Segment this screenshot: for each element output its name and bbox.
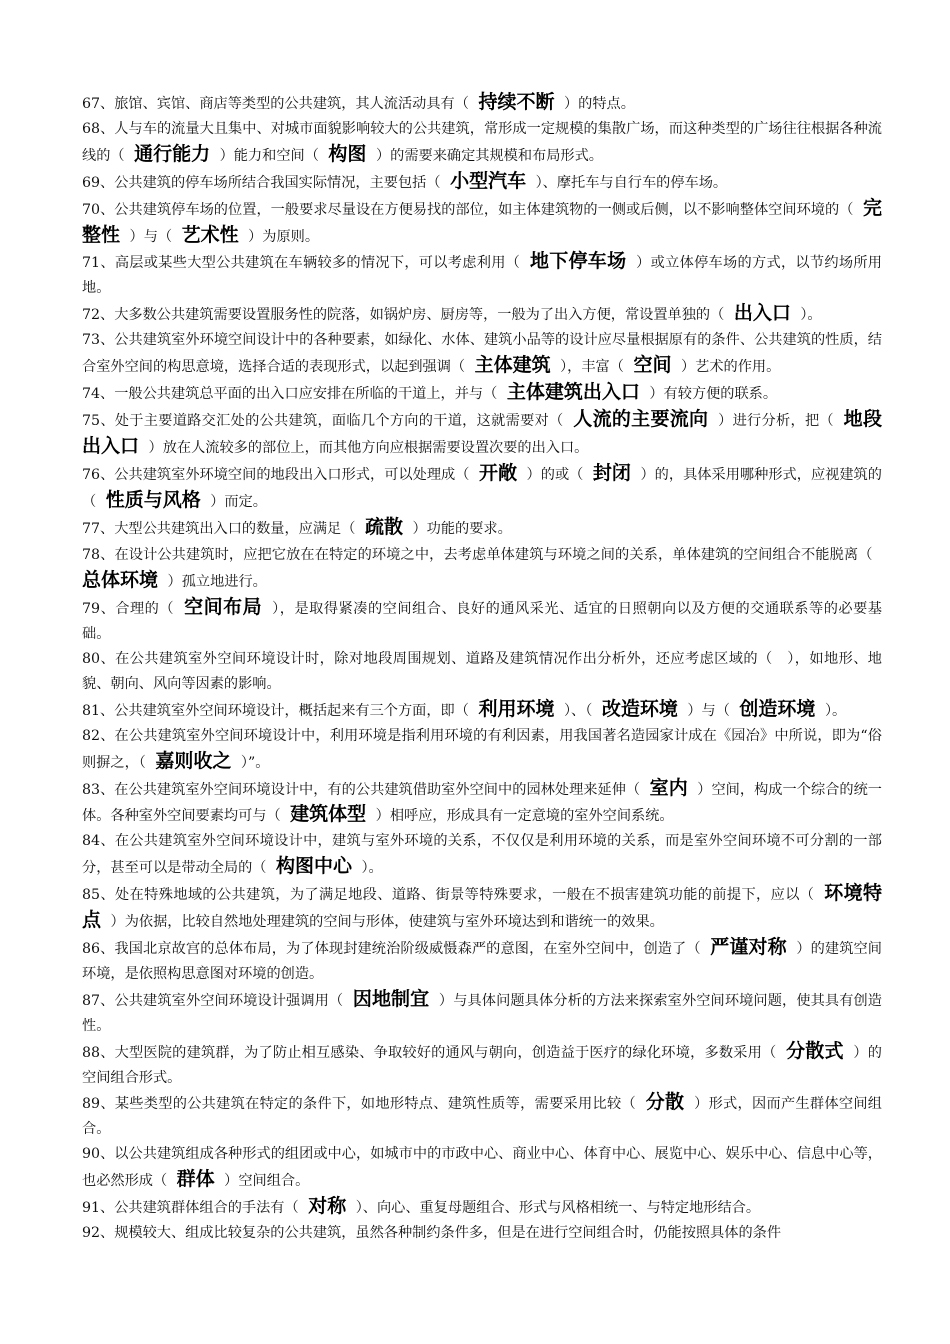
question-q73 <box>82 328 882 380</box>
answer-text: 开敞 <box>469 461 527 484</box>
question-text: ）”。 <box>240 754 270 771</box>
question-text: 83、在公共建筑室外空间环境设计中，有的公共建筑借助室外空间中的园林处理来延伸（ <box>82 781 641 798</box>
question-q89 <box>82 1090 882 1142</box>
question-text: ）与（ <box>687 702 730 719</box>
answer-text: 室内 <box>640 776 698 799</box>
question-text: ）相呼应，形成具有一定意境的室外空间系统。 <box>375 808 674 825</box>
answer-text: 构图 <box>318 142 376 165</box>
answer-text: 艺术性 <box>172 223 249 246</box>
question-q82 <box>82 724 882 776</box>
question-text: 81、公共建筑室外空间环境设计，概括起来有三个方面，即（ <box>82 702 469 719</box>
question-text: 87、公共建筑室外空间环境设计强调用（ <box>82 992 344 1009</box>
question-text: 77、大型公共建筑出入口的数量，应满足（ <box>82 520 356 537</box>
answer-text: 地段出入口 <box>82 407 882 457</box>
question-text: ）进行分析，把（ <box>717 412 834 429</box>
question-text: ）、摩托车与自行车的停车场。 <box>535 174 728 191</box>
question-text: ）放在人流较多的部位上，而其他方向应根据需要设置次要的出入口。 <box>148 439 589 456</box>
question-q70 <box>82 196 882 250</box>
answer-text: 嘉则收之 <box>145 749 241 772</box>
answer-text: 主体建筑出入口 <box>497 380 650 403</box>
question-text: 74、一般公共建筑总平面的出入口应安排在所临的干道上，并与（ <box>82 385 498 402</box>
question-text: ）或立体停车场的方式，以节约场所用地。 <box>82 255 882 297</box>
question-q91 <box>82 1194 882 1221</box>
question-text: 73、公共建筑室外环境空间设计中的各种要素，如绿化、水体、建筑小品等的设计应尽量根据原有的条件、公共建筑的性质，结合室外空间的构思意境，选择合适的表现形式，以起到强调（ <box>82 332 882 376</box>
document-page <box>82 90 882 1246</box>
answer-text: 群体 <box>167 1168 225 1191</box>
question-q79 <box>82 595 882 647</box>
question-text: 68、人与车的流量大且集中、对城市面貌影响较大的公共建筑，常形成一定规模的集散广场，而这种类型的广场往往根据各种流线的（ <box>82 120 882 164</box>
answer-text: 对称 <box>298 1195 356 1218</box>
question-text: ）与（ <box>129 228 173 245</box>
question-text: 86、我国北京故宫的总体布局，为了体现封建统治阶级威慑森严的意图，在室外空间中，创造了（ <box>82 941 701 957</box>
question-q75 <box>82 407 882 461</box>
question-text: ）的空间组合形式。 <box>82 1044 882 1086</box>
answer-text: 出入口 <box>724 302 801 325</box>
answer-text: 持续不断 <box>468 91 564 113</box>
answer-text: 环境特点 <box>82 882 882 932</box>
question-text: ）为原则。 <box>248 228 320 245</box>
question-q67 <box>82 90 882 117</box>
question-text: ）、（ <box>563 702 593 719</box>
question-text: 70、公共建筑停车场的位置，一般要求尽量设在方便易找的部位，如主体建筑物的一侧或后侧，以不影响整体空间环境的（ <box>82 201 854 218</box>
question-text: ）。 <box>361 860 383 877</box>
answer-text: 分散式 <box>776 1039 854 1062</box>
answer-text: 地下停车场 <box>520 250 636 273</box>
question-text: ）的或（ <box>526 466 584 483</box>
question-q88 <box>82 1039 882 1091</box>
question-q74 <box>82 380 882 407</box>
answer-text: 疏散 <box>355 515 413 538</box>
question-q86 <box>82 935 882 987</box>
question-text: 75、处于主要道路交汇处的公共建筑，面临几个方向的干道，这就需要对（ <box>82 412 564 429</box>
question-text: 84、在公共建筑室外空间环境设计中，建筑与室外环境的关系，不仅仅是利用环境的关系，而是室外空间环境不可分割的一部分，甚至可以是带动全局的（ <box>82 833 882 877</box>
answer-text: 因地制宜 <box>343 987 439 1010</box>
question-text: 67、旅馆、宾馆、商店等类型的公共建筑，其人流活动具有（ <box>82 96 469 112</box>
answer-text: 封闭 <box>583 461 641 484</box>
question-text: ），丰富（ <box>560 359 624 376</box>
answer-text: 构图中心 <box>266 855 362 878</box>
question-text: ）与具体问题具体分析的方法来探索室外空间环境问题，使其具有创造性。 <box>82 992 882 1034</box>
question-text: ）功能的要求。 <box>412 520 512 537</box>
question-q69 <box>82 169 882 196</box>
question-q83 <box>82 776 882 830</box>
question-q84 <box>82 829 882 881</box>
question-text: 88、大型医院的建筑群，为了防止相互感染、争取较好的通风与朝向，创造益于医疗的绿化环境，多数采用（ <box>82 1044 777 1061</box>
question-q80 <box>82 647 882 697</box>
question-text: 82、在公共建筑室外空间环境设计中，利用环境是指利用环境的有利因素，用我国著名造园家计成在《园冶》中所说，即为“俗则摒之，（ <box>82 727 882 771</box>
question-q76 <box>82 461 882 515</box>
question-q78 <box>82 541 882 595</box>
question-text: ）空间组合。 <box>224 1173 310 1190</box>
question-q72 <box>82 301 882 328</box>
question-q68 <box>82 117 882 169</box>
question-text: 91、公共建筑群体组合的手法有（ <box>82 1200 299 1217</box>
answer-text: 人流的主要流向 <box>563 407 718 430</box>
question-text: 69、公共建筑的停车场所结合我国实际情况，主要包括（ <box>82 174 441 191</box>
answer-text: 空间 <box>623 354 681 377</box>
question-text: ）。 <box>824 702 847 719</box>
answer-text: 建筑体型 <box>280 803 376 826</box>
question-text: ）、向心、重复母题组合、形式与风格相统一、与特定地形结合。 <box>355 1200 761 1217</box>
question-text: 72、大多数公共建筑需要设置服务性的院落，如锅炉房、厨房等，一般为了出入方便，常设置单独的（ <box>82 307 725 324</box>
question-text: ）有较方便的联系。 <box>649 385 778 402</box>
question-text: ）。 <box>800 307 822 324</box>
question-text: 71、高层或某些大型公共建筑在车辆较多的情况下，可以考虑利用（ <box>82 255 521 272</box>
question-q92 <box>82 1221 882 1246</box>
answer-text: 性质与风格 <box>96 488 211 511</box>
question-q77 <box>82 515 882 542</box>
question-text: ）孤立地进行。 <box>167 574 267 591</box>
question-text: 90、以公共建筑组成各种形式的组团或中心，如城市中的市政中心、商业中心、体育中心、展览中心、娱乐中心、信息中心等，也必然形成（ <box>82 1146 882 1190</box>
question-q81 <box>82 697 882 724</box>
question-text: 79、合理的（ <box>82 601 175 618</box>
question-text: ）的建筑空间环境，是依照构思意图对环境的创造。 <box>82 941 882 982</box>
answer-text: 创造环境 <box>729 697 825 720</box>
question-text: 92、规模较大、组成比较复杂的公共建筑，虽然各种制约条件多，但是在进行空间组合时，仍能按照具体的条件 <box>82 1224 782 1241</box>
question-text: 78、在设计公共建筑时，应把它放在在特定的环境之中，去考虑单体建筑与环境之间的关系，单体建筑的空间组合不能脱离（ <box>82 547 873 564</box>
question-text: ）为依据，比较自然地处理建筑的空间与形体，使建筑与室外环境达到和谐统一的效果。 <box>110 914 664 931</box>
answer-text: 完整性 <box>82 196 882 246</box>
question-q87 <box>82 987 882 1039</box>
answer-text: 分散 <box>635 1091 694 1114</box>
question-text: 80、在公共建筑室外空间环境设计时，除对地段周围规划、道路及建筑情况作出分析外，还应考虑区域的（ ），如地形、地貌、朝向、风向等因素的影响。 <box>82 651 882 692</box>
answer-text: 严谨对称 <box>700 936 797 958</box>
question-text: ）而定。 <box>210 493 267 510</box>
question-text: 85、处在特殊地域的公共建筑，为了满足地段、道路、街景等特殊要求，一般在不损害建筑功能的前提下，应以（ <box>82 887 815 904</box>
question-q71 <box>82 249 882 301</box>
question-text: ），是取得紧凑的空间组合、良好的通风采光、适宜的日照朝向以及方便的交通联系等的必要基础。 <box>82 601 882 643</box>
answer-text: 主体建筑 <box>465 354 561 377</box>
question-text: ）能力和空间（ <box>219 147 319 164</box>
answer-text: 利用环境 <box>468 697 564 720</box>
question-text: ）形式，因而产生群体空间组合。 <box>82 1096 882 1138</box>
question-text: 89、某些类型的公共建筑在特定的条件下，如地形特点、建筑性质等，需要采用比较（ <box>82 1096 636 1113</box>
question-q90 <box>82 1142 882 1194</box>
question-text: 76、公共建筑室外环境空间的地段出入口形式，可以处理成（ <box>82 466 470 483</box>
answer-text: 总体环境 <box>82 542 882 592</box>
question-text: ）的特点。 <box>563 96 635 112</box>
answer-text: 通行能力 <box>124 142 220 165</box>
question-text: ）空间，构成一个综合的统一体。各种室外空间要素均可与（ <box>82 781 882 825</box>
answer-text: 改造环境 <box>592 697 688 720</box>
answer-text: 空间布局 <box>174 596 272 619</box>
question-text: ）的需要来确定其规模和布局形式。 <box>375 147 603 164</box>
question-text: ）艺术的作用。 <box>680 359 781 376</box>
question-q85 <box>82 881 882 935</box>
answer-text: 小型汽车 <box>440 169 536 192</box>
question-text: ）的，具体采用哪种形式，应视建筑的（ <box>82 466 882 510</box>
